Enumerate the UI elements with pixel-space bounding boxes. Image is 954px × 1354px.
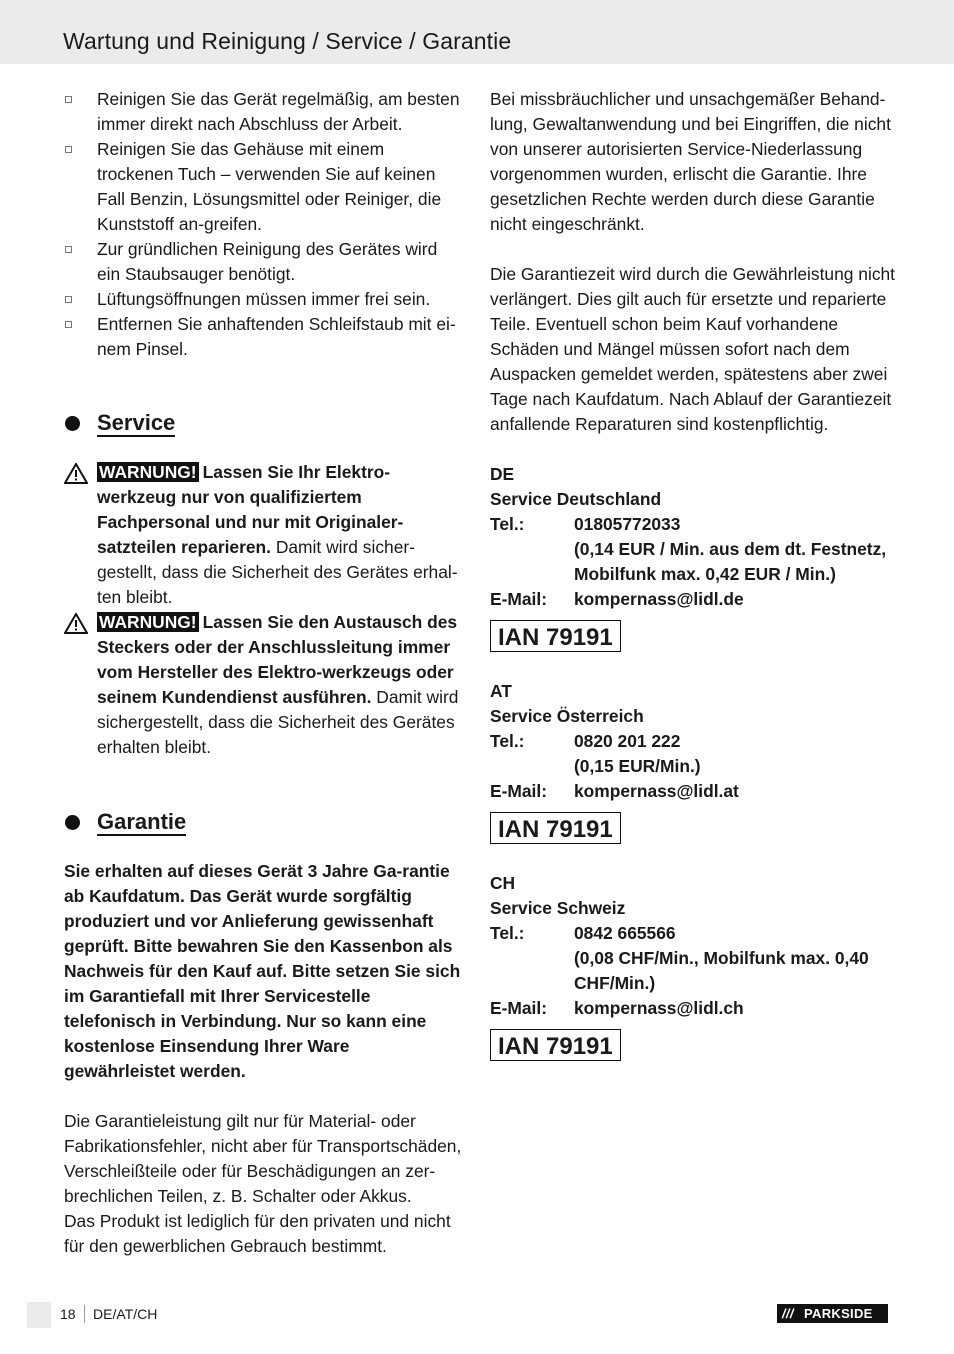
list-item: Zur gründlichen Reinigung des Gerätes wird ein Staubsauger benötigt. — [64, 237, 464, 287]
garantie-paragraph: Das Produkt ist lediglich für den privaten und nicht für den gewerblichen Gebrauch bestimmt. — [64, 1211, 451, 1256]
checkbox-bullet-icon — [65, 246, 72, 253]
tel-number: 0842 665566 — [574, 923, 676, 943]
service-heading: Service — [64, 408, 464, 438]
checkbox-bullet-icon — [65, 296, 72, 303]
warning-badge: WARNUNG! — [99, 612, 197, 632]
service-name: Service Österreich — [490, 706, 644, 726]
left-column — [64, 87, 464, 1259]
warning-triangle-icon — [64, 613, 88, 634]
garantie-paragraph: Die Garantiezeit wird durch die Gewährleistung nicht verlängert. Dies gilt auch für ersetzte und reparierte Teile. Eventuell schon beim Kauf vorhandene Schäden und Mängel müssen sofort nach dem Auspacken gemeldet werden, spätestens aber zwei Tage nach Kaufdatum. Nach Ablauf der Garantiezeit anfallende Reparaturen sind kostenpflichtig. — [490, 264, 896, 434]
tel-number: 0820 201 222 — [574, 731, 681, 751]
tel-row: Tel.: 0820 201 222 (0,15 EUR/Min.) — [490, 729, 900, 779]
garantie-paragraph: Bei missbräuchlicher und unsachgemäßer Behand-lung, Gewaltanwendung und bei Eingriffen, die nicht von unserer autorisierten Service-Niederlassung vorgenommen wurden, erlischt die Garantie. Ihre gesetzlichen Rechte werden durch diese Garantie nicht eingeschränkt. — [490, 89, 891, 234]
footer-page-marker — [27, 1302, 51, 1328]
service-center-de — [490, 462, 900, 652]
maintenance-list — [64, 87, 464, 362]
email-address: kompernass@lidl.at — [574, 781, 739, 801]
ian-box: IAN 79191 — [490, 620, 621, 652]
tel-row: Tel.: 01805772033 (0,14 EUR / Min. aus dem dt. Festnetz, Mobilfunk max. 0,42 EUR / Min.) — [490, 512, 900, 587]
list-item: Reinigen Sie das Gerät regelmäßig, am besten immer direkt nach Abschluss der Arbeit. — [64, 87, 464, 137]
list-item: Entfernen Sie anhaftenden Schleifstaub mit ei-nem Pinsel. — [64, 312, 464, 362]
email-row: E-Mail: kompernass@lidl.at — [490, 779, 900, 804]
service-center-at — [490, 679, 900, 844]
list-item: Reinigen Sie das Gehäuse mit einem trockenen Tuch – verwenden Sie auf keinen Fall Benzin, Lösungsmittel oder Reiniger, die Kunststoff an-greifen. — [64, 137, 464, 237]
country-code: DE — [490, 464, 515, 484]
tel-note: (0,15 EUR/Min.) — [574, 756, 701, 776]
right-column — [490, 87, 900, 1061]
warning-block: WARNUNG! Lassen Sie Ihr Elektro-werkzeug nur von qualifiziertem Fachpersonal und nur mit Originaler-satzteilen reparieren. Damit wird sicher-gestellt, dass die Sicherheit des Gerätes erhal-ten bleibt. — [64, 460, 464, 610]
garantie-bold-paragraph: Sie erhalten auf dieses Gerät 3 Jahre Ga-rantie ab Kaufdatum. Das Gerät wurde sorgfältig produziert und vor Anlieferung gewissenhaft geprüft. Bitte bewahren Sie den Kassenbon als Nachweis für den Kauf auf. Bitte setzen Sie sich im Garantiefall mit Ihrer Servicestelle telefonisch in Verbindung. Nur so kann eine kostenlose Einsendung Ihrer Ware gewährleistet werden. — [64, 861, 461, 1081]
service-center-ch — [490, 871, 900, 1061]
country-code: AT — [490, 681, 512, 701]
checkbox-bullet-icon — [65, 96, 72, 103]
ian-box: IAN 79191 — [490, 1029, 621, 1061]
list-item: Lüftungsöffnungen müssen immer frei sein. — [64, 287, 464, 312]
page-number: 18 — [60, 1306, 76, 1322]
email-address: kompernass@lidl.ch — [574, 998, 744, 1018]
country-code: CH — [490, 873, 516, 893]
service-name: Service Schweiz — [490, 898, 626, 918]
warning-badge: WARNUNG! — [99, 462, 197, 482]
warning-triangle-icon — [64, 463, 88, 484]
footer-languages: DE/AT/CH — [93, 1306, 158, 1322]
service-name: Service Deutschland — [490, 489, 662, 509]
checkbox-bullet-icon — [65, 321, 72, 328]
bullet-dot-icon — [65, 815, 80, 830]
garantie-heading: Garantie — [64, 807, 464, 837]
tel-number: 01805772033 — [574, 514, 681, 534]
footer-divider — [84, 1305, 85, 1323]
checkbox-bullet-icon — [65, 146, 72, 153]
email-address: kompernass@lidl.de — [574, 589, 744, 609]
email-row: E-Mail: kompernass@lidl.de — [490, 587, 900, 612]
tel-note: (0,08 CHF/Min., Mobilfunk max. 0,40 CHF/Min.) — [574, 948, 869, 993]
warning-block: WARNUNG! Lassen Sie den Austausch des Steckers oder der Anschlussleitung immer vom Hersteller des Elektro-werkzeugs oder seinem Kundendienst ausführen. Damit wird sichergestellt, dass die Sicherheit des Gerätes erhalten bleibt. — [64, 610, 464, 760]
email-row: E-Mail: kompernass@lidl.ch — [490, 996, 900, 1021]
bullet-dot-icon — [65, 416, 80, 431]
garantie-paragraph: Die Garantieleistung gilt nur für Material- oder Fabrikationsfehler, nicht aber für Transportschäden, Verschleißteile oder für Beschädigungen an zer-brechlichen Teilen, z. B. Schalter oder Akkus. — [64, 1111, 462, 1206]
ian-box: IAN 79191 — [490, 812, 621, 844]
page-title: Wartung und Reinigung / Service / Garantie — [63, 28, 512, 54]
tel-note: (0,14 EUR / Min. aus dem dt. Festnetz, Mobilfunk max. 0,42 EUR / Min.) — [574, 539, 887, 584]
tel-row: Tel.: 0842 665566 (0,08 CHF/Min., Mobilfunk max. 0,40 CHF/Min.) — [490, 921, 900, 996]
brand-logo: /// PARKSIDE — [777, 1304, 888, 1323]
